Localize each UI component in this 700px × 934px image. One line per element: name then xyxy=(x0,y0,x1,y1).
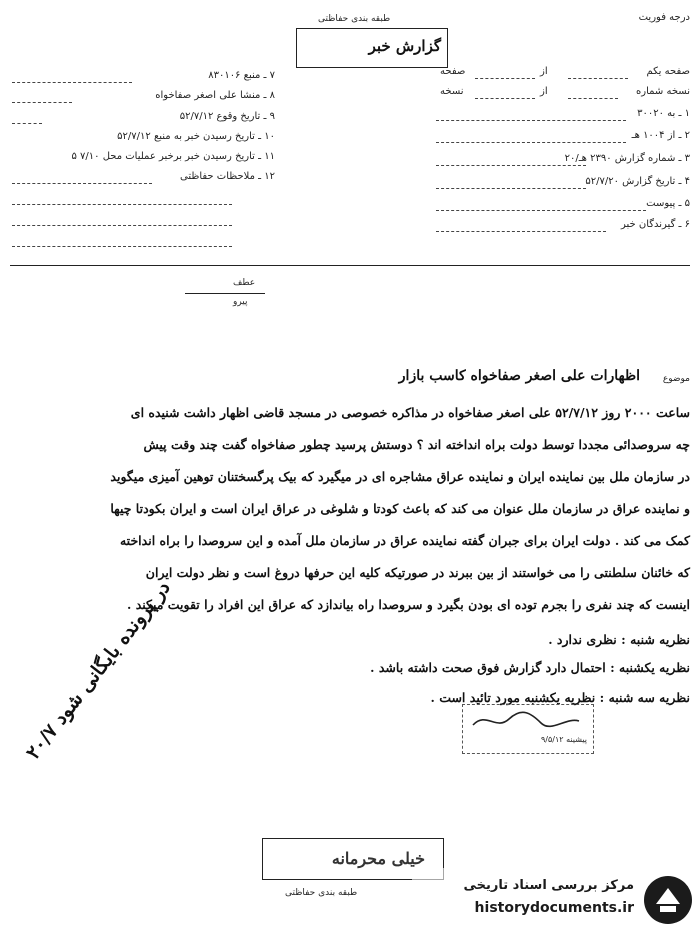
receipt-source-field: ۱۰ ـ تاریخ رسیدن خبر به منبع ۵۲/۷/۱۲ xyxy=(117,131,275,142)
origin-field: ۸ ـ منشا علی اصغر صفاخواه xyxy=(155,90,275,101)
field-line xyxy=(436,188,586,189)
copy-label: نسخه xyxy=(440,86,464,97)
watermark-logo xyxy=(412,868,698,932)
opinion-tuesday: نظریه سه شنبه : نظریه یکشنبه مورد تائید است . xyxy=(430,690,690,705)
field-line xyxy=(12,225,232,226)
classification-label: طبقه بندی حفاظتی xyxy=(318,14,391,24)
from-label: از xyxy=(540,66,548,77)
field-line xyxy=(12,102,72,103)
stamp-note: پیشینه ۹/۵/۱۲ xyxy=(540,735,587,744)
logo-site: historydocuments.ir xyxy=(474,900,634,916)
field-line xyxy=(12,204,232,205)
field-line xyxy=(568,78,628,79)
body-line-1: ساعت ۲۰۰۰ روز ۵۲/۷/۱۲ علی اصغر صفاخواه در مذاکره خصوصی در مسجد قاضی اظهار داشت شنیده ای xyxy=(130,405,690,420)
classification-value: گزارش خبر xyxy=(368,37,441,55)
follow-label: پیرو xyxy=(233,297,248,307)
recipients-field: ۶ ـ گیرندگان خبر xyxy=(620,219,690,230)
field-line xyxy=(436,120,626,121)
field-line xyxy=(12,183,152,184)
body-line-2: چه سروصدائی مجددا توسط دولت براه انداخته اند ؟ دوستش پرسید چطور صفاخواه گفت چند وقت پیش xyxy=(143,437,690,452)
to-field: ۱ ـ به ۳۰۰۲۰ xyxy=(637,108,690,119)
logo-text: مرکز بررسی اسناد تاریخی xyxy=(463,878,634,893)
attachment-field: ۵ ـ پیوست xyxy=(646,198,690,209)
field-line xyxy=(12,246,232,247)
priority-label: درجه فوریت xyxy=(638,12,690,23)
opinion-sunday: نظریه یکشنبه : احتمال دارد گزارش فوق صحت داشته باشد . xyxy=(370,660,690,675)
field-line xyxy=(436,210,646,211)
field-line xyxy=(12,82,132,83)
field-line xyxy=(12,123,42,124)
header-divider xyxy=(10,265,690,266)
subject-label: موضوع xyxy=(662,374,690,384)
remarks-field: ۱۲ ـ ملاحظات حفاظتی xyxy=(180,171,275,182)
field-line xyxy=(436,231,606,232)
field-line xyxy=(475,98,535,99)
copy-number-label: نسخه شماره xyxy=(636,86,690,97)
signature-scribble-icon xyxy=(471,709,581,733)
footer-classification: طبقه بندی حفاظتی xyxy=(285,888,358,898)
from2-field: ۲ ـ از ۱۰۰۴ هـ xyxy=(631,130,690,141)
page-one-label: صفحه یکم xyxy=(646,66,690,77)
classification-box xyxy=(296,28,448,68)
body-line-5: کمک می کند . دولت ایران برای جبران گفته نماینده عراق در سازمان ملل آمده و این سروصدا را براه انداخته xyxy=(119,533,690,548)
receipt-operations-field: ۱۱ ـ تاریخ رسیدن خبر برخبر عملیات محل ۷/۱۰ ۵ xyxy=(71,151,275,162)
from-label-2: از xyxy=(540,86,548,97)
signature-stamp xyxy=(462,704,594,754)
source-field: ۷ ـ منبع ۸۳۰۱۰۶ xyxy=(208,70,275,81)
footer-stamp-text: خیلی محرمانه xyxy=(331,849,425,868)
field-line xyxy=(436,165,586,166)
ref-underline xyxy=(185,293,265,294)
archive-logo-icon xyxy=(642,874,694,926)
opinion-saturday: نظریه شنبه : نظری ندارد . xyxy=(548,632,690,647)
body-line-7: اینست که چند نفری را بجرم توده ای بودن بگیرد و سروصدا راه بیاندازد که عراق این افراد را تقویت میکند . xyxy=(127,597,690,612)
occurrence-date-field: ۹ ـ تاریخ وقوع ۵۲/۷/۱۲ xyxy=(179,111,275,122)
field-line xyxy=(475,78,535,79)
field-line xyxy=(568,98,618,99)
report-date-field: ۴ ـ تاریخ گزارش ۵۲/۷/۲۰ xyxy=(585,176,690,187)
page-label: صفحه xyxy=(440,66,466,77)
body-line-6: که خائنان سلطنتی را می خواستند از بین ببرند در صورتیکه کلیه این حرفها دروغ است و نظر دولت ایران xyxy=(145,565,690,580)
handwritten-margin-note: در پرونده بایگانی شود ۲۰/۷ xyxy=(22,576,175,764)
ref-label: عطف xyxy=(233,278,256,288)
report-number-field: ۳ ـ شماره گزارش ۲۳۹۰ هـ/۲۰ xyxy=(564,153,690,164)
body-line-4: و نماینده عراق در سازمان ملل عنوان می کند که باعث کودتا و شلوغی در عراق ایران است و ایران بکودتا چیها xyxy=(110,501,690,516)
subject-text: اظهارات علی اصغر صفاخواه کاسب بازار xyxy=(398,368,640,384)
body-line-3: در سازمان ملل بین نماینده ایران و نماینده عراق مشاجره ای در میگیرد که بیک پرگسختنان توهین آمیزی میگوید xyxy=(110,469,690,484)
field-line xyxy=(436,142,626,143)
